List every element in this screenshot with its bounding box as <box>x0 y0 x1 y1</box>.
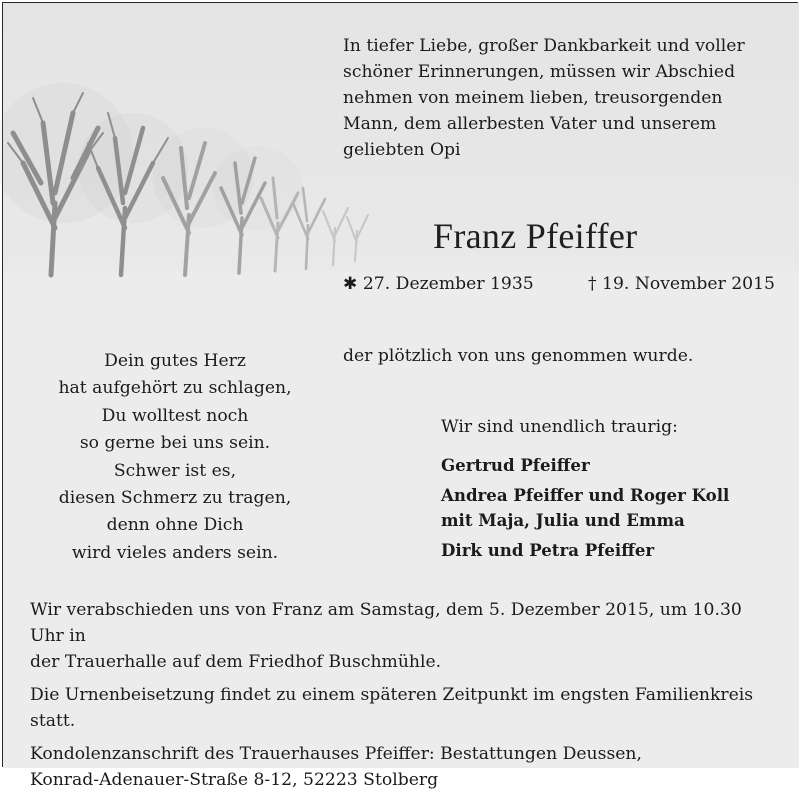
family-member: Gertrud Pfeiffer <box>441 455 590 475</box>
intro-line: In tiefer Liebe, großer Dankbarkeit und voller <box>343 36 745 56</box>
footer-info <box>30 597 775 800</box>
death-date <box>588 274 775 294</box>
deceased-name: Franz Pfeiffer <box>433 216 638 256</box>
intro-line: schöner Erinnerungen, müssen wir Abschied <box>343 62 736 82</box>
address-line: Konrad-Adenauer-Straße 8-12, 52223 Stolberg <box>30 770 439 790</box>
birth-star-icon: ✱ <box>343 274 358 294</box>
condolence-address <box>30 741 775 793</box>
poem-line: denn ohne Dich <box>106 515 244 536</box>
poem-line: Dein gutes Herz <box>104 351 246 371</box>
family-names <box>441 453 729 563</box>
intro-paragraph <box>343 33 773 163</box>
poem-line: Du wolltest noch <box>101 405 249 426</box>
family-member: Andrea Pfeiffer und Roger Koll <box>441 485 730 505</box>
urn-info: Die Urnenbeisetzung findet zu einem späteren Zeitpunkt im engsten Familienkreis statt. <box>30 685 754 731</box>
family-member: mit Maja, Julia und Emma <box>441 510 685 530</box>
address-line: Kondolenzanschrift des Trauerhauses Pfeiffer: Bestattungen Deussen, <box>30 744 642 764</box>
poem <box>15 348 335 567</box>
ceremony-line: der Trauerhalle auf dem Friedhof Buschmühle. <box>30 652 442 672</box>
intro-line: nehmen von meinem lieben, treusorgenden <box>343 88 723 108</box>
death-cross-icon: † <box>587 274 597 294</box>
poem-line: Schwer ist es, <box>113 460 237 481</box>
family-member: Dirk und Petra Pfeiffer <box>441 540 655 560</box>
poem-line: wird vieles anders sein. <box>71 542 279 563</box>
birth-date <box>343 274 534 294</box>
intro-line: Mann, dem allerbesten Vater und unserem <box>343 114 717 134</box>
after-dates-line: der plötzlich von uns genommen wurde. <box>343 346 694 366</box>
intro-line: geliebten Opi <box>343 140 461 160</box>
birth-date-text: 27. Dezember 1935 <box>362 274 534 294</box>
poem-line: hat aufgehört zu schlagen, <box>58 378 292 399</box>
mourning-line: Wir sind unendlich traurig: <box>441 417 678 437</box>
death-date-text: 19. November 2015 <box>602 274 775 294</box>
ceremony-line: Wir verabschieden uns von Franz am Samstag, dem 5. Dezember 2015, um 10.30 Uhr in <box>30 600 742 646</box>
poem-line: so gerne bei uns sein. <box>79 433 271 454</box>
poem-line: diesen Schmerz zu tragen, <box>58 488 292 509</box>
ceremony-info <box>30 597 775 675</box>
obituary-card <box>2 2 798 790</box>
